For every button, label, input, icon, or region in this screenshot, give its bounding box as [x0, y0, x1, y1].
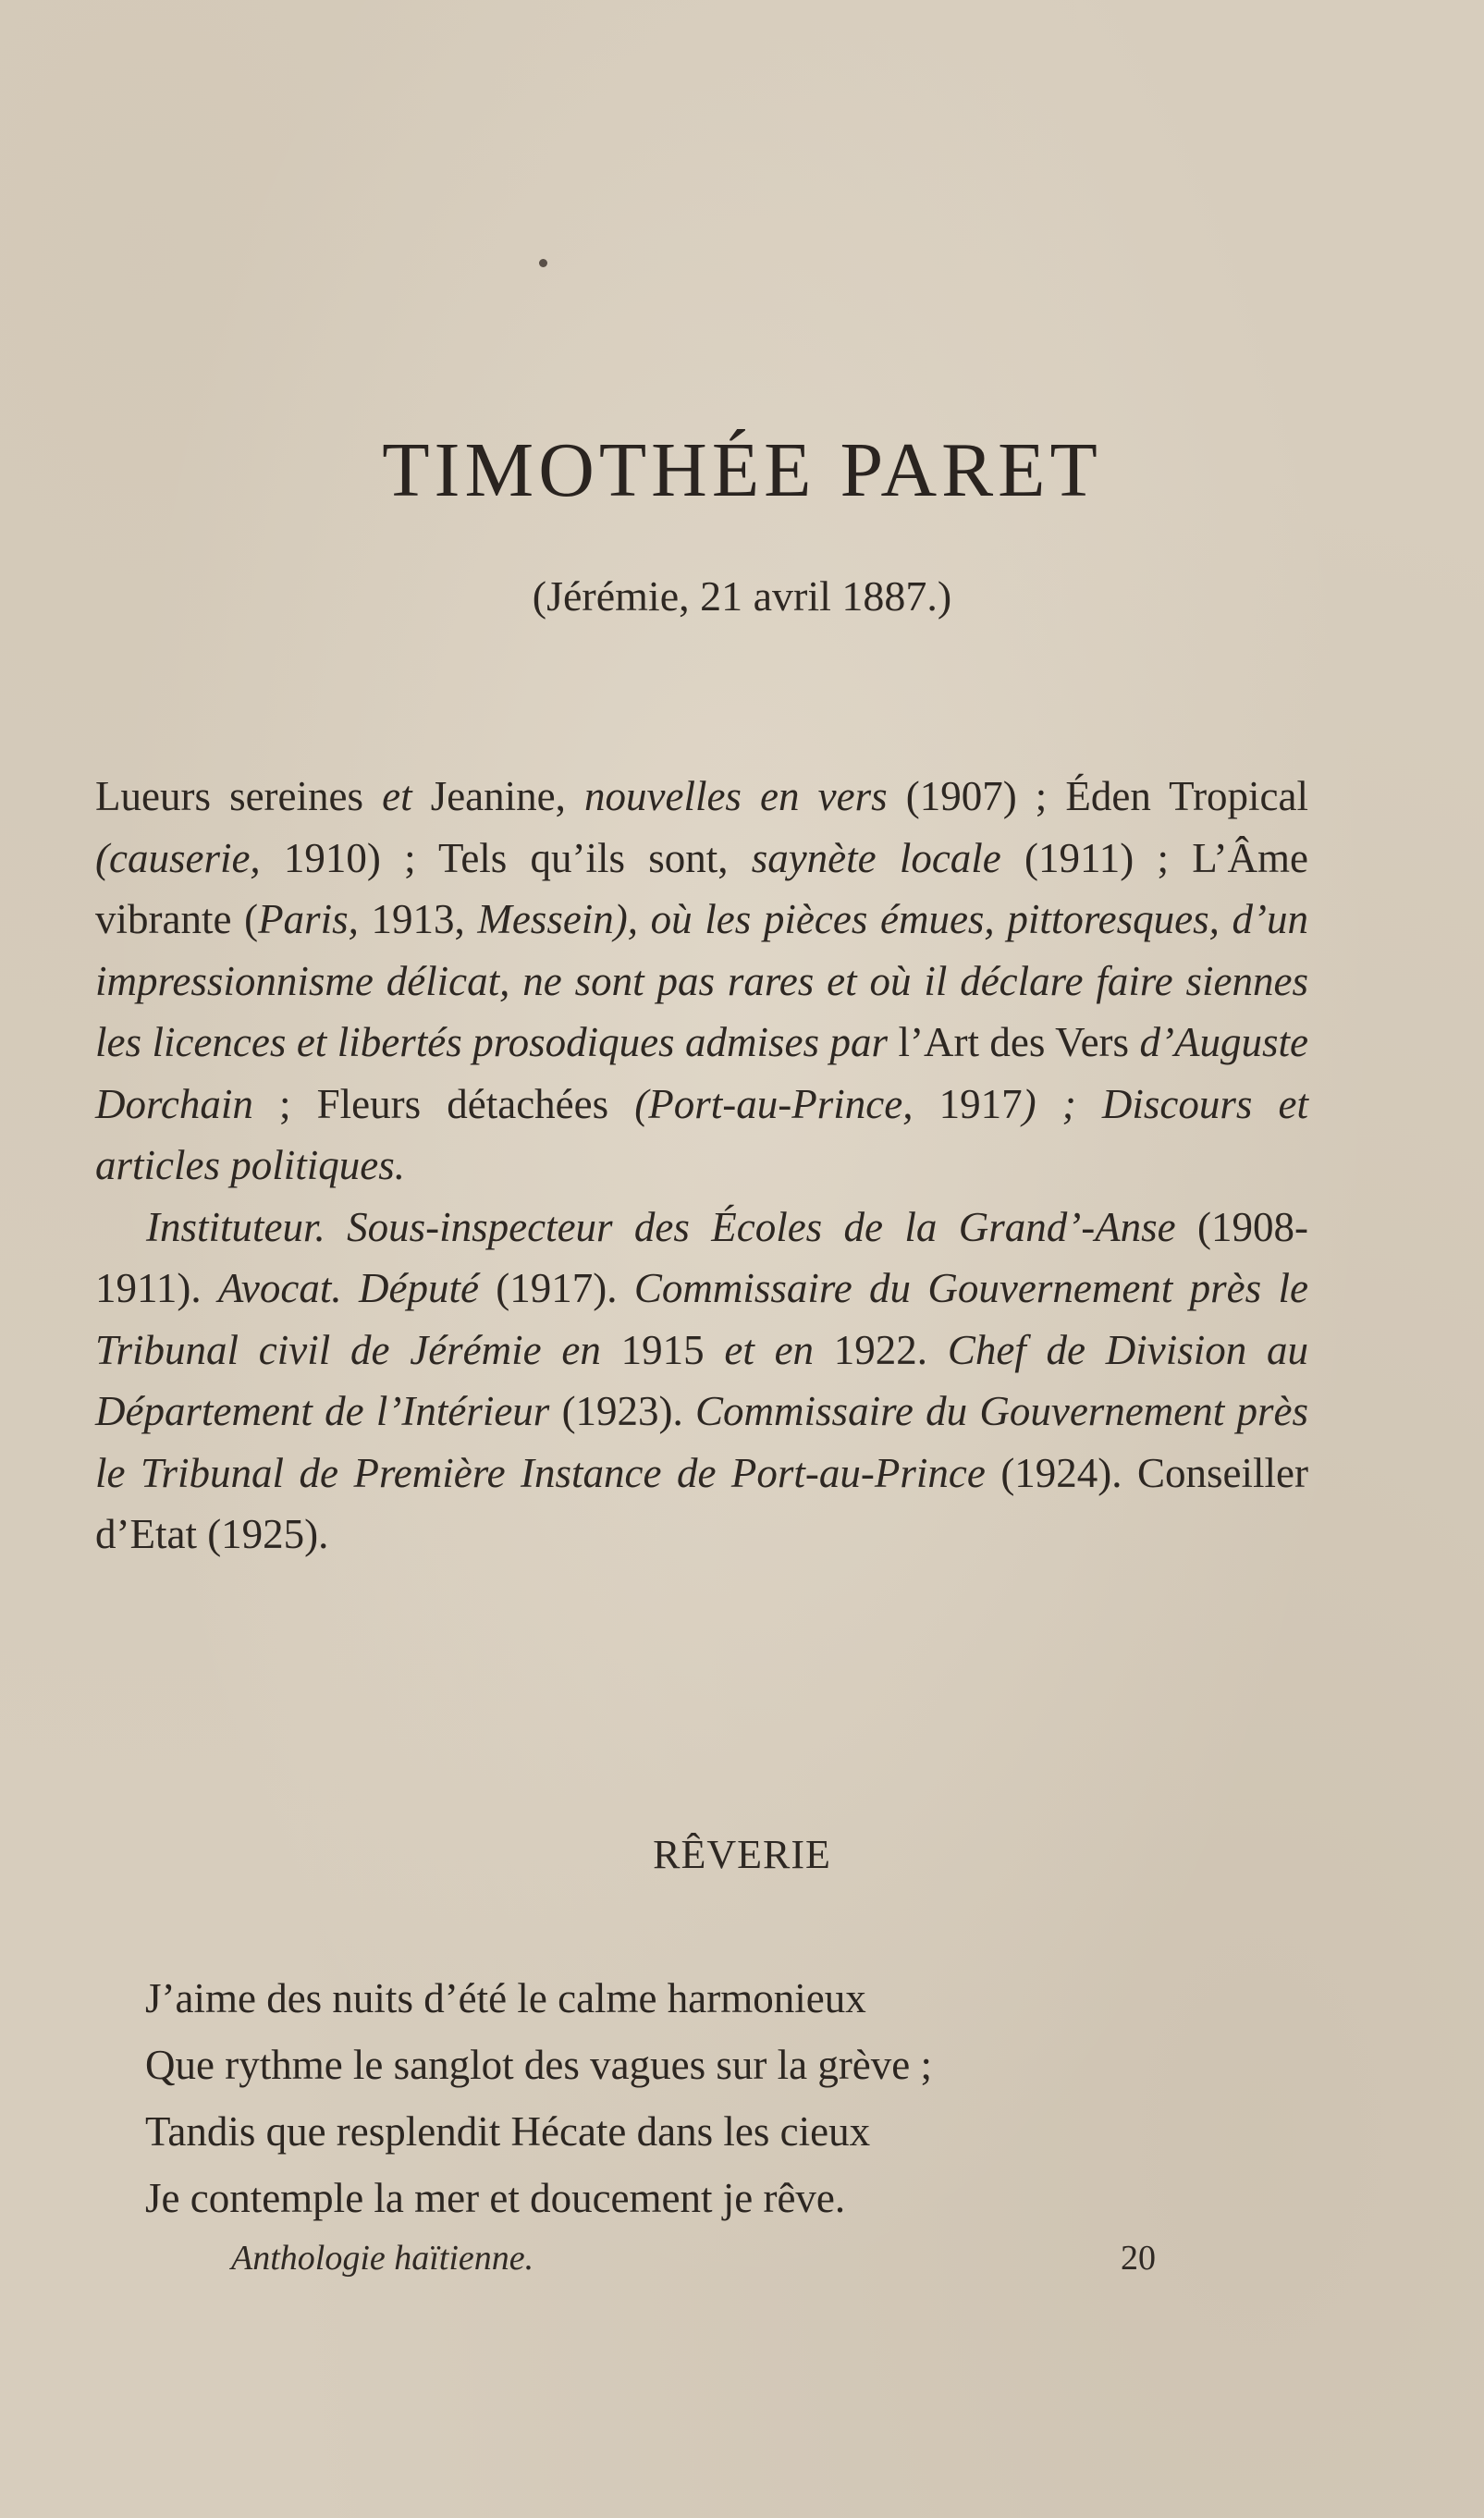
poem-stanza	[145, 1965, 1255, 2231]
poem-title: RÊVERIE	[653, 1832, 831, 1877]
poem-line: J’aime des nuits d’été le calme harmonieux	[145, 1975, 866, 2021]
birth-info: (Jérémie, 21 avril 1887.)	[532, 572, 952, 620]
career-paragraph: Instituteur. Sous-inspecteur des Écoles de la Grand’-Anse (1908-1911). Avocat. Député (1917). Commissaire du Gouvernement près le Tribunal civil de Jérémie en 1915 et en 1922. Chef de Division au Département de l’Intérieur (1923). Commissaire du Gouvernement près le Tribunal de Première Instance de Port-au-Prince (1924). Conseiller d’Etat (1925).	[95, 1203, 1309, 1557]
biography-section	[95, 766, 1308, 1566]
poem-line: Que rythme le sanglot des vagues sur la grève ;	[145, 2042, 933, 2088]
bibliography-paragraph: Lueurs sereines et Jeanine, nouvelles en vers (1907) ; Éden Tropical (causerie, 1910) ; Tels qu’ils sont, saynète locale (1911) ; L’Âme vibrante (Paris, 1913, Messein), où les pièces émues, pittoresques, d’un impressionnisme délicat, ne sont pas rares et où il déclare faire siennes les licences et libertés prosodiques admises par l’Art des Vers d’Auguste Dorchain ; Fleurs détachées (Port-au-Prince, 1917) ; Discours et articles politiques.	[95, 773, 1309, 1188]
page-number: 20	[1121, 2239, 1156, 2278]
ink-speck	[539, 259, 547, 267]
poem-line: Je contemple la mer et doucement je rêve.	[145, 2175, 846, 2221]
page-footer	[0, 2238, 1484, 2293]
poem-line: Tandis que resplendit Hécate dans les cieux	[145, 2108, 871, 2155]
book-title: Anthologie haïtienne.	[231, 2239, 534, 2278]
author-name-heading: TIMOTHÉE PARET	[382, 427, 1102, 513]
